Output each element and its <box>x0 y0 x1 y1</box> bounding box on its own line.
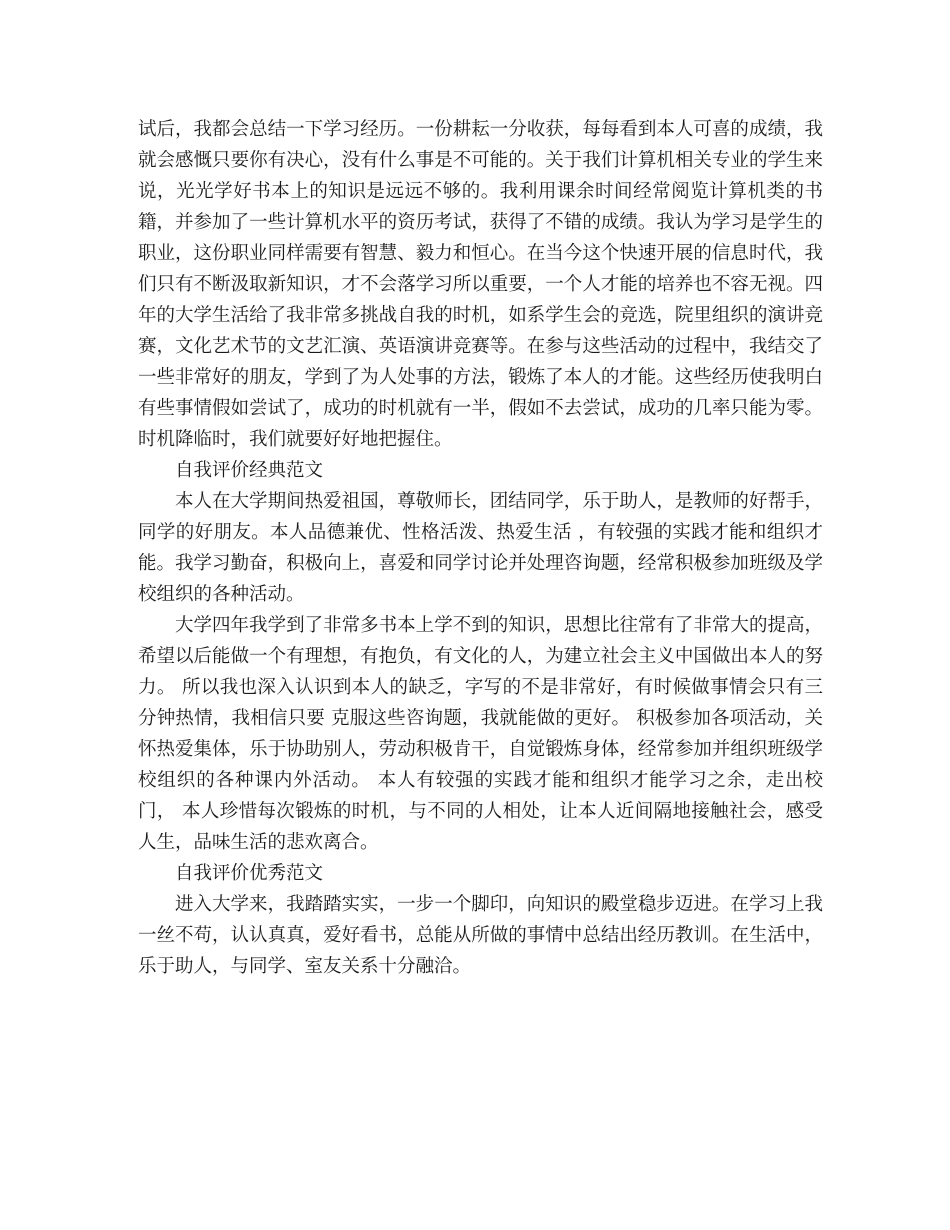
paragraph-four-years: 大学四年我学到了非常多书本上学不到的知识，思想比往常有了非常大的提高，希望以后能做一个有理想，有抱负，有文化的人，为建立社会主义中国做出本人的努力。 所以我也深入认识到本人的缺乏，字写的不是非常好，有时候做事情会只有三分钟热情，我相信只要 克服这些咨询题，我就能做的更好。 积极参加各项活动，关怀热爱集体，乐于协助别人，劳动积极肯干，自觉锻炼身体，经常参加并组织班级学校组织的各种课内外活动。 本人有较强的实践才能和组织才能学习之余，走出校门， 本人珍惜每次锻炼的时机，与不同的人相处，让本人近间隔地接触社会，感受人生，品味生活的悲欢离合。 <box>138 615 823 853</box>
paragraph-study-experience: 试后，我都会总结一下学习经历。一份耕耘一分收获，每每看到本人可喜的成绩，我就会感慨只要你有决心，没有什么事是不可能的。关于我们计算机相关专业的学生来说，光光学好书本上的知识是远远不够的。我利用课余时间经常阅览计算机类的书籍，并参加了一些计算机水平的资历考试，获得了不错的成绩。我认为学习是学生的职业，这份职业同样需要有智慧、毅力和恒心。在当今这个快速开展的信息时代，我们只有不断汲取新知识，才不会落学习所以重要，一个人才能的培养也不容无视。四年的大学生活给了我非常多挑战自我的时机，如系学生会的竞选，院里组织的演讲竞赛，文化艺术节的文艺汇演、英语演讲竞赛等。在参与这些活动的过程中，我结交了一些非常好的朋友，学到了为人处事的方法，锻炼了本人的才能。这些经历使我明白有些事情假如尝试了，成功的时机就有一半，假如不去尝试，成功的几率只能为零。时机降临时，我们就要好好地把握住。 <box>138 119 823 450</box>
document-body <box>138 114 823 982</box>
paragraph-entering-college: 进入大学来，我踏踏实实，一步一个脚印，向知识的殿堂稳步迈进。在学习上我一丝不苟，认认真真，爱好看书，总能从所做的事情中总结出经历教训。在生活中，乐于助人，与同学、室友关系十分融洽。 <box>138 894 823 977</box>
paragraph-character: 本人在大学期间热爱祖国，尊敬师长，团结同学，乐于助人，是教师的好帮手，同学的好朋友。本人品德兼优、性格活泼、热爱生活 ，有较强的实践才能和组织才能。我学习勤奋，积极向上，喜爱和同学讨论并处理咨询题，经常积极参加班级及学校组织的各种活动。 <box>138 491 823 605</box>
section-heading-excellent: 自我评价优秀范文 <box>175 863 324 884</box>
section-heading-classic: 自我评价经典范文 <box>175 460 324 481</box>
